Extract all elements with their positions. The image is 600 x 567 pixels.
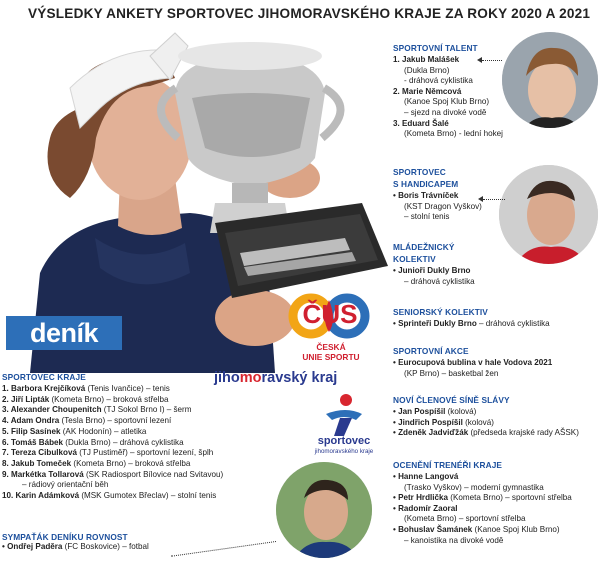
list-item: - dráhová cyklistika — [404, 76, 473, 86]
sin-slavy-section — [393, 395, 579, 439]
section-title: OCENĚNÍ TRENÉŘI KRAJE — [393, 460, 503, 470]
section-title: KOLEKTIV — [393, 254, 436, 264]
list-item: 8. Jakub Tomeček (Kometa Brno) – broková střelba — [2, 458, 191, 468]
list-item: • Ondřej Paděra (FC Boskovice) – fotbal — [2, 542, 149, 551]
list-item: • Jindřich Pospíšil (kolová) — [393, 417, 494, 427]
list-item: (Kometa Brno) – sportovní střelba — [404, 514, 526, 524]
list-item: (KST Dragon Vyškov) — [404, 201, 482, 211]
list-item: – stolní tenis — [404, 212, 450, 222]
section-title: SPORTOVNÍ TALENT — [393, 43, 478, 53]
list-item: (Dukla Brno) — [404, 65, 450, 75]
list-item: 7. Tereza Cibulková (TJ Pustiměř) – sportovní lezení, šplh — [2, 448, 214, 458]
list-item: – kanoistika na divoké vodě — [404, 535, 504, 545]
section-title: SENIORSKÝ KOLEKTIV — [393, 307, 488, 317]
list-item: – sjezd na divoké vodě — [404, 107, 487, 117]
list-item: 4. Adam Ondra (Tesla Brno) – sportovní lezení — [2, 416, 172, 426]
sympatak-section — [2, 532, 302, 553]
list-item: 1. Jakub Malášek — [393, 55, 460, 64]
list-item: 10. Karin Adámková (MSK Gumotex Břeclav) – stolní tenis — [2, 491, 217, 501]
section-title: SYMPAŤÁK DENÍKU ROVNOST — [2, 532, 128, 542]
list-item: (Kometa Brno) - lední hokej — [404, 129, 503, 139]
sportovec-logo-text: sportovec — [317, 435, 371, 447]
cus-logo-text: ČESKÁ UNIE SPORTU — [302, 342, 360, 362]
pointer-arrow-icon — [477, 57, 482, 63]
jmk-logo: jihomoravský kraj — [214, 370, 338, 386]
list-item: – dráhová cyklistika — [404, 276, 475, 286]
section-title: NOVÍ ČLENOVÉ SÍNĚ SLÁVY — [393, 395, 510, 405]
section-title: SPORTOVEC KRAJE — [2, 372, 86, 382]
denik-logo: deník — [6, 316, 122, 350]
akce-section — [393, 346, 552, 379]
section-title: S HANDICAPEM — [393, 179, 459, 189]
list-item: 9. Markétka Tollarová (SK Radiosport Bílovice nad Svitavou) — [2, 469, 224, 479]
list-item: • Petr Hrdlička (Kometa Brno) – sportovní střelba — [393, 493, 572, 503]
list-item: • Radomír Zaoral — [393, 503, 458, 513]
pointer-arrow-icon — [478, 196, 483, 202]
list-item: 1. Barbora Krejčíková (Tenis Ivančice) – tenis — [2, 384, 170, 393]
section-title: SPORTOVNÍ AKCE — [393, 346, 469, 356]
sportovec-logo-subtext: jihomoravského kraje — [314, 448, 374, 455]
mladeznicky-section — [393, 242, 475, 287]
list-item: • Jan Pospíšil (kolová) — [393, 407, 477, 416]
sportovec-kraje-section — [2, 372, 282, 502]
list-item: • Eurocupová bublina v hale Vodova 2021 — [393, 358, 553, 367]
list-item: 5. Filip Sasínek (AK Hodonín) – atletika — [2, 426, 147, 436]
list-item: 6. Tomáš Bábek (Dukla Brno) – dráhová cyklistika — [2, 437, 184, 447]
handicap-section — [393, 167, 482, 223]
section-title: MLÁDEŽNICKÝ — [393, 242, 455, 252]
list-item: 2. Marie Němcová — [393, 86, 462, 96]
svg-text:ČUS: ČUS — [302, 299, 358, 329]
list-item: • Zdeněk Jadviďžák (předseda krajské rady AŠSK) — [393, 428, 579, 438]
padera-portrait-photo — [274, 460, 374, 560]
talent-portrait-photo — [500, 30, 600, 130]
handicap-portrait-photo — [497, 163, 600, 266]
senior-section — [393, 307, 550, 330]
list-item: • Bohuslav Šamánek (Kanoe Spoj Klub Brno) — [393, 524, 560, 534]
list-item: 2. Jiří Lipták (Kometa Brno) – broková střelba — [2, 394, 169, 404]
treneri-section — [393, 460, 572, 546]
sportovni-talent-section — [393, 43, 503, 140]
list-item: 3. Alexander Choupenitch (TJ Sokol Brno I) – šerm — [2, 405, 192, 415]
list-item: (Kanoe Spoj Klub Brno) — [404, 97, 490, 107]
list-item: – rádiový orientační běh — [22, 480, 109, 490]
list-item: 3. Eduard Šalé — [393, 118, 449, 128]
section-title: SPORTOVEC — [393, 167, 446, 177]
list-item: (KP Brno) – basketbal žen — [404, 368, 499, 378]
pointer-line — [482, 60, 502, 61]
list-item: • Hanne Langová — [393, 472, 459, 481]
list-item: • Sprinteři Dukly Brno – dráhová cyklistika — [393, 319, 550, 328]
sportovec-kraje-list — [2, 384, 282, 502]
list-item: (Trasko Vyškov) – moderní gymnastika — [404, 482, 544, 492]
page-title: VÝSLEDKY ANKETY SPORTOVEC JIHOMORAVSKÉHO KRAJE ZA ROKY 2020 A 2021 — [28, 6, 591, 21]
pointer-line — [483, 199, 505, 200]
list-item: • Boris Trávníček — [393, 191, 459, 200]
list-item: • Junioři Dukly Brno — [393, 266, 471, 275]
